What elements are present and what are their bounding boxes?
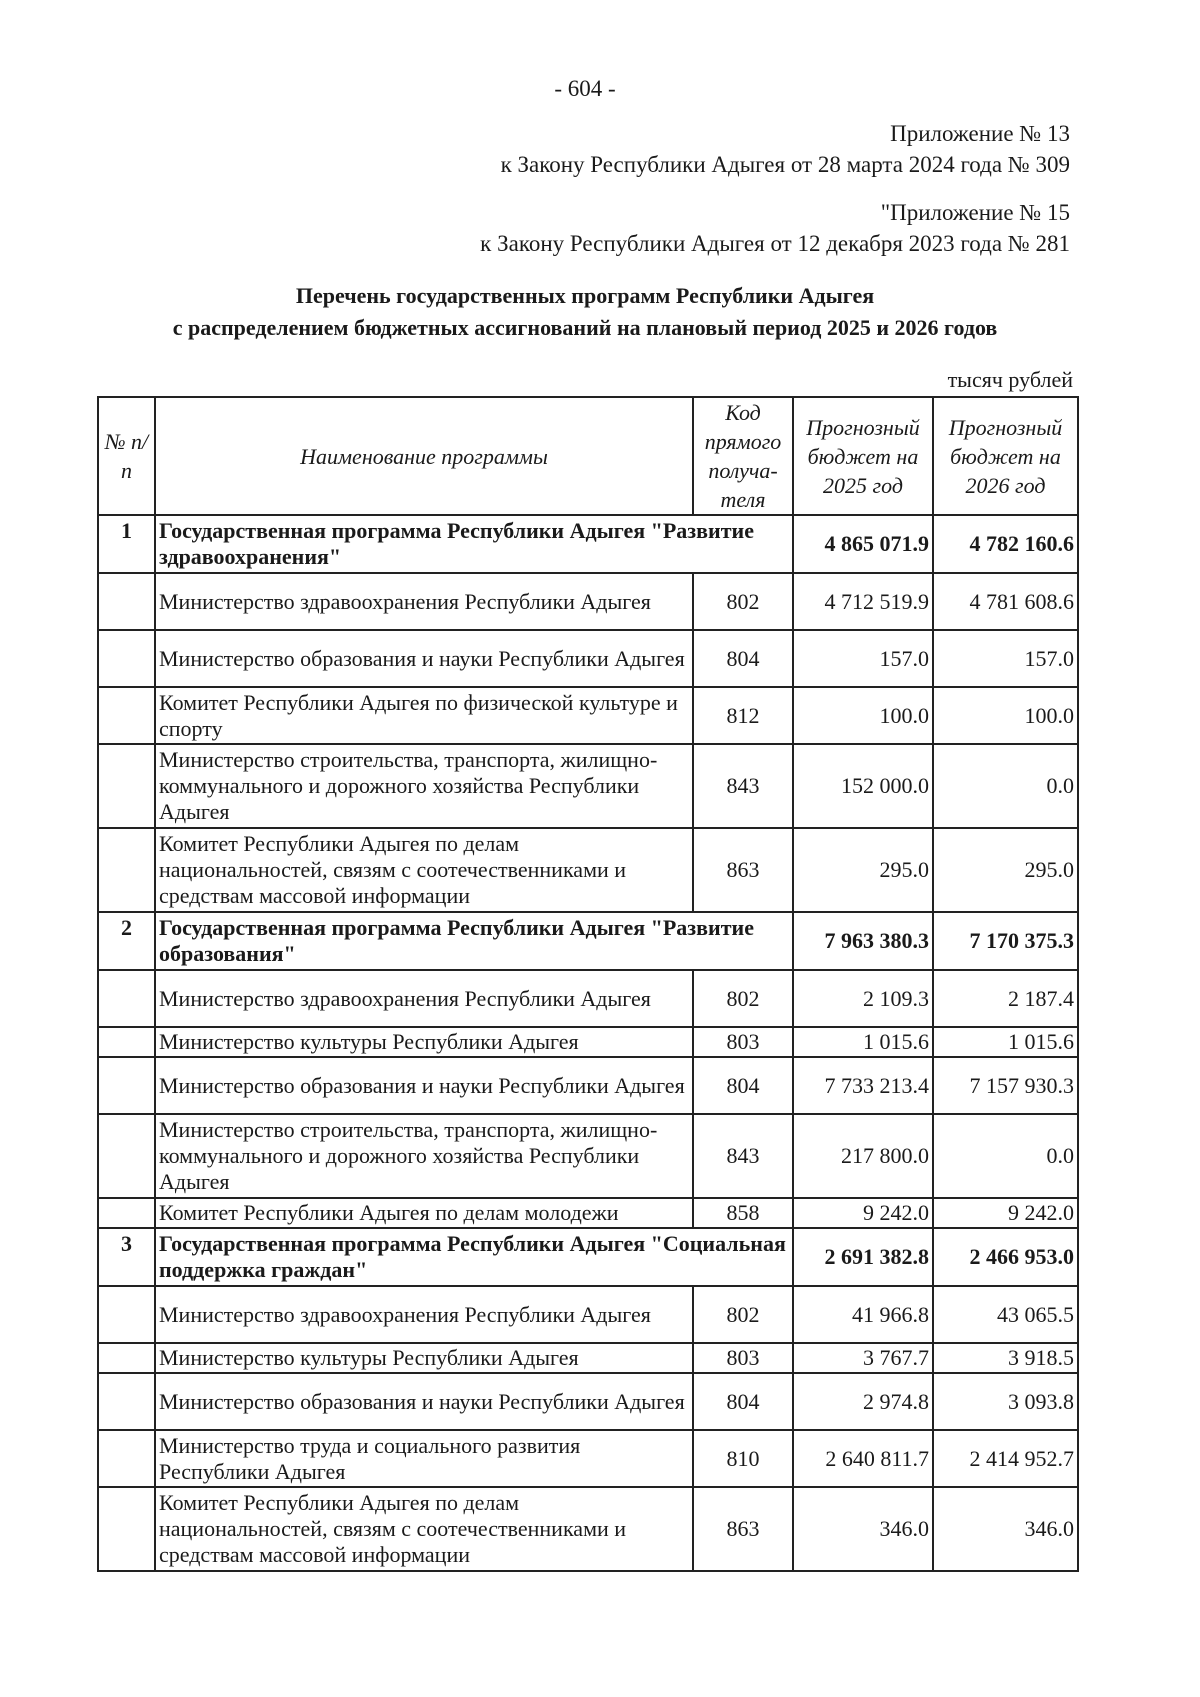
recipient-name: Министерство труда и социального развития Республики Адыгея bbox=[155, 1430, 693, 1487]
empty-cell bbox=[98, 573, 155, 630]
value-2025: 9 242.0 bbox=[793, 1198, 933, 1228]
value-2025: 217 800.0 bbox=[793, 1114, 933, 1198]
page-number: - 604 - bbox=[554, 76, 616, 101]
document-title-line2: с распределением бюджетных ассигнований на плановый период 2025 и 2026 годов bbox=[172, 315, 998, 340]
value-2025: 100.0 bbox=[793, 687, 933, 744]
value-2025: 346.0 bbox=[793, 1487, 933, 1571]
value-2025: 4 712 519.9 bbox=[793, 573, 933, 630]
value-2026: 0.0 bbox=[933, 1114, 1078, 1198]
recipient-code: 804 bbox=[693, 630, 793, 687]
table-row bbox=[98, 573, 1078, 630]
appendix-previous-law: к Закону Республики Адыгея от 12 декабря 2023 года № 281 bbox=[480, 231, 1070, 256]
program-name: Государственная программа Республики Адыгея "Развитие образования" bbox=[155, 912, 793, 970]
value-2026: 3 918.5 bbox=[933, 1343, 1078, 1373]
value-2026: 295.0 bbox=[933, 828, 1078, 912]
program-total-2026: 2 466 953.0 bbox=[933, 1228, 1078, 1286]
table-row bbox=[98, 687, 1078, 744]
table-row bbox=[98, 630, 1078, 687]
table-row bbox=[98, 1373, 1078, 1430]
program-name: Государственная программа Республики Адыгея "Социальная поддержка граждан" bbox=[155, 1228, 793, 1286]
table-row bbox=[98, 1286, 1078, 1343]
program-total-2025: 4 865 071.9 bbox=[793, 515, 933, 573]
table-row bbox=[98, 828, 1078, 912]
recipient-code: 843 bbox=[693, 1114, 793, 1198]
recipient-name: Комитет Республики Адыгея по физической культуре и спорту bbox=[155, 687, 693, 744]
value-2026: 157.0 bbox=[933, 630, 1078, 687]
recipient-name: Министерство строительства, транспорта, жилищно-коммунального и дорожного хозяйства Республики Адыгея bbox=[155, 1114, 693, 1198]
program-total-2025: 2 691 382.8 bbox=[793, 1228, 933, 1286]
program-row bbox=[98, 515, 1078, 573]
empty-cell bbox=[98, 1057, 155, 1114]
value-2026: 2 187.4 bbox=[933, 970, 1078, 1027]
recipient-code: 802 bbox=[693, 970, 793, 1027]
recipient-code: 803 bbox=[693, 1343, 793, 1373]
table-row bbox=[98, 1027, 1078, 1057]
recipient-code: 803 bbox=[693, 1027, 793, 1057]
program-number: 1 bbox=[98, 515, 155, 573]
table-row bbox=[98, 1198, 1078, 1228]
recipient-name: Министерство культуры Республики Адыгея bbox=[155, 1027, 693, 1057]
programs-table bbox=[97, 396, 1079, 1572]
document-title bbox=[0, 280, 1170, 344]
recipient-name: Комитет Республики Адыгея по делам национальностей, связям с соотечественниками и средствам массовой информации bbox=[155, 828, 693, 912]
table-row bbox=[98, 970, 1078, 1027]
empty-cell bbox=[98, 1027, 155, 1057]
value-2026: 346.0 bbox=[933, 1487, 1078, 1571]
appendix-previous-number: "Приложение № 15 bbox=[880, 200, 1070, 225]
recipient-name: Министерство строительства, транспорта, жилищно-коммунального и дорожного хозяйства Республики Адыгея bbox=[155, 744, 693, 828]
recipient-name: Министерство образования и науки Республики Адыгея bbox=[155, 1373, 693, 1430]
col-header-2026: Прогнозный бюджет на 2026 год bbox=[933, 397, 1078, 515]
recipient-code: 858 bbox=[693, 1198, 793, 1228]
empty-cell bbox=[98, 630, 155, 687]
recipient-code: 843 bbox=[693, 744, 793, 828]
value-2026: 9 242.0 bbox=[933, 1198, 1078, 1228]
col-header-name: Наименование программы bbox=[155, 397, 693, 515]
recipient-code: 804 bbox=[693, 1373, 793, 1430]
value-2025: 295.0 bbox=[793, 828, 933, 912]
table-row bbox=[98, 1114, 1078, 1198]
value-2025: 2 109.3 bbox=[793, 970, 933, 1027]
value-2025: 3 767.7 bbox=[793, 1343, 933, 1373]
document-title-line1: Перечень государственных программ Республики Адыгея bbox=[295, 283, 875, 308]
table-header-row bbox=[98, 397, 1078, 515]
value-2026: 3 093.8 bbox=[933, 1373, 1078, 1430]
table-row bbox=[98, 1430, 1078, 1487]
program-number: 3 bbox=[98, 1228, 155, 1286]
empty-cell bbox=[98, 1286, 155, 1343]
recipient-code: 802 bbox=[693, 1286, 793, 1343]
table-row bbox=[98, 1487, 1078, 1571]
empty-cell bbox=[98, 1487, 155, 1571]
empty-cell bbox=[98, 744, 155, 828]
units-label: тысяч рублей bbox=[947, 367, 1073, 392]
empty-cell bbox=[98, 1343, 155, 1373]
empty-cell bbox=[98, 687, 155, 744]
col-header-num: № п/п bbox=[98, 397, 155, 515]
value-2025: 41 966.8 bbox=[793, 1286, 933, 1343]
recipient-name: Министерство образования и науки Республики Адыгея bbox=[155, 1057, 693, 1114]
value-2025: 2 974.8 bbox=[793, 1373, 933, 1430]
appendix-previous bbox=[480, 197, 1070, 259]
recipient-code: 810 bbox=[693, 1430, 793, 1487]
recipient-name: Министерство образования и науки Республики Адыгея bbox=[155, 630, 693, 687]
recipient-code: 812 bbox=[693, 687, 793, 744]
appendix-current bbox=[501, 118, 1070, 180]
table-row bbox=[98, 744, 1078, 828]
recipient-code: 804 bbox=[693, 1057, 793, 1114]
recipient-code: 802 bbox=[693, 573, 793, 630]
empty-cell bbox=[98, 1373, 155, 1430]
empty-cell bbox=[98, 1114, 155, 1198]
table-row bbox=[98, 1057, 1078, 1114]
program-number: 2 bbox=[98, 912, 155, 970]
value-2026: 4 781 608.6 bbox=[933, 573, 1078, 630]
value-2025: 7 733 213.4 bbox=[793, 1057, 933, 1114]
program-row bbox=[98, 912, 1078, 970]
table-row bbox=[98, 1343, 1078, 1373]
recipient-name: Министерство культуры Республики Адыгея bbox=[155, 1343, 693, 1373]
program-total-2026: 7 170 375.3 bbox=[933, 912, 1078, 970]
recipient-code: 863 bbox=[693, 1487, 793, 1571]
recipient-code: 863 bbox=[693, 828, 793, 912]
program-name: Государственная программа Республики Адыгея "Развитие здравоохранения" bbox=[155, 515, 793, 573]
program-total-2025: 7 963 380.3 bbox=[793, 912, 933, 970]
program-total-2026: 4 782 160.6 bbox=[933, 515, 1078, 573]
value-2026: 2 414 952.7 bbox=[933, 1430, 1078, 1487]
appendix-current-number: Приложение № 13 bbox=[890, 121, 1070, 146]
recipient-name: Министерство здравоохранения Республики Адыгея bbox=[155, 970, 693, 1027]
recipient-name: Министерство здравоохранения Республики Адыгея bbox=[155, 1286, 693, 1343]
value-2025: 157.0 bbox=[793, 630, 933, 687]
recipient-name: Министерство здравоохранения Республики Адыгея bbox=[155, 573, 693, 630]
program-row bbox=[98, 1228, 1078, 1286]
value-2025: 2 640 811.7 bbox=[793, 1430, 933, 1487]
col-header-2025: Прогнозный бюджет на 2025 год bbox=[793, 397, 933, 515]
value-2026: 7 157 930.3 bbox=[933, 1057, 1078, 1114]
recipient-name: Комитет Республики Адыгея по делам национальностей, связям с соотечественниками и средствам массовой информации bbox=[155, 1487, 693, 1571]
empty-cell bbox=[98, 970, 155, 1027]
appendix-current-law: к Закону Республики Адыгея от 28 марта 2024 года № 309 bbox=[500, 152, 1070, 177]
empty-cell bbox=[98, 1198, 155, 1228]
value-2026: 100.0 bbox=[933, 687, 1078, 744]
value-2025: 152 000.0 bbox=[793, 744, 933, 828]
recipient-name: Комитет Республики Адыгея по делам молодежи bbox=[155, 1198, 693, 1228]
value-2026: 43 065.5 bbox=[933, 1286, 1078, 1343]
value-2026: 0.0 bbox=[933, 744, 1078, 828]
col-header-code: Код прямого получа-теля bbox=[693, 397, 793, 515]
empty-cell bbox=[98, 1430, 155, 1487]
value-2025: 1 015.6 bbox=[793, 1027, 933, 1057]
empty-cell bbox=[98, 828, 155, 912]
value-2026: 1 015.6 bbox=[933, 1027, 1078, 1057]
